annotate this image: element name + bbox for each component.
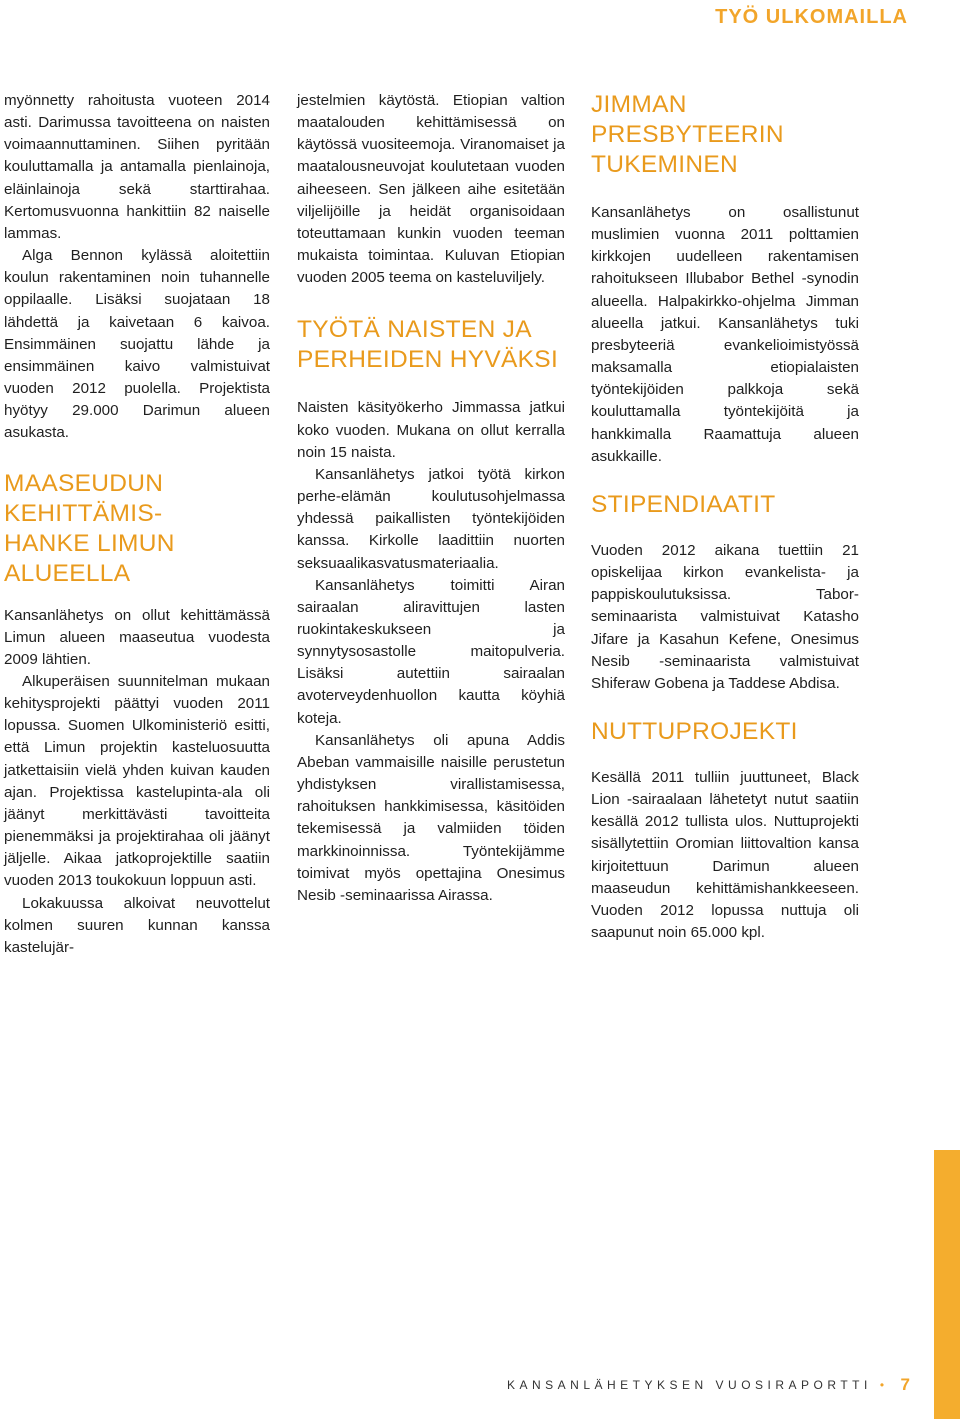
paragraph: Kesällä 2011 tulliin juuttuneet, Black Lion -sairaalaan lähetetyt nutut saatiin kesällä 2012 tullista ulos. Nuttuprojekti sisällytettiin Oromian liittovaltion kansa kirjoitettuun Darimun alueen maaseudun kehittämishankkeeseen. Vuoden 2012 lopussa nuttuja oli saapunut noin 65.000 kpl. (591, 768, 859, 942)
section-heading-nuttuprojekti: NUTTUPROJEKTI (591, 717, 798, 745)
heading-line: TYÖTÄ NAISTEN JA (297, 316, 532, 344)
column-2 (297, 90, 565, 907)
separator-dot: • (879, 1378, 889, 1392)
paragraph: myönnetty rahoitusta vuoteen 2014 asti. Darimussa tavoitteena on naisten voimaannuttaminen. Siihen pyritään kouluttamalla ja antamalla pienlainoja, eläinlainoja sekä starttirahaa. Kertomusvuonna hankittiin 82 naiselle lammas. (4, 92, 270, 242)
paragraph: Vuoden 2012 aikana tuettiin 21 opiskelijaa kirkon evankelista- ja pappiskoulutuksissa. Tabor-seminaarista valmistuivat Katasho Jifare ja Kasahun Kefene, Onesimus Nesib -seminaarista valmistuivat Shiferaw Gobena ja Taddese Abdisa. (591, 541, 859, 692)
accent-side-bar (934, 1150, 960, 1419)
publication-title: KANSANLÄHETYKSEN VUOSIRAPORTTI (506, 1378, 872, 1392)
paragraph: Kansanlähetys oli apuna Addis Abeban vammaisille naisille perustetun yhdistyksen virallistamisessa, rahoituksen hankkimisessa, käsitöiden tekemisessä ja valmiiden töiden markkinoinnissa. Työntekijämme toimivat myös opettajina Onesimus Nesib -seminaarissa Airassa. (297, 731, 565, 904)
column-3 (591, 90, 859, 944)
heading-line: PERHEIDEN HYVÄKSI (297, 346, 559, 374)
paragraph: Kansanlähetys jatkoi työtä kirkon perhe-elämän koulutusohjelmassa yhdessä paikallisten työntekijöiden kanssa. Kirkolle laadittiin nuorten seksuaalikasvatusmateriaalia. (297, 465, 565, 572)
paragraph: Kansanlähetys on osallistunut muslimien vuonna 2011 polttamien kirkkojen uudelleen rakentamisen rahoitukseen Illubabor Bethel -synodin alueella. Halpakirkko-ohjelma Jimman alueella jatkui. Kansanlähetys tuki presbyteeriä evankelioimistyössä maksamalla etiopialaisten työntekijöiden palkkoja sekä kouluttamalla työntekijöitä ja hankkimalla Raamattuja alueen asukkaille. (591, 204, 859, 465)
section-heading-stipendiaatit: STIPENDIAATIT (591, 490, 776, 518)
paragraph: Alkuperäisen suunnitelman mukaan kehitysprojekti päättyi vuoden 2011 lopussa. Suomen Ulkoministeriö esitti, että Limun projektin kasteluosuutta jatkettaisiin vielä yhden kuivan kauden ajan. Projektissa kastelupinta-ala oli jäänyt merkittävästi tavoitteita pienemmäksi ja projektirahaa oli jäänyt jäljelle. Aikaa jatkoprojektille saatiin vuoden 2013 toukokuun loppuun asti. (4, 672, 270, 890)
section-label: TYÖ ULKOMAILLA (715, 6, 908, 28)
column-1 (4, 90, 270, 959)
page-footer (507, 1375, 910, 1395)
heading-line: TUKEMINEN (591, 151, 738, 178)
section-heading-limu (4, 469, 270, 589)
heading-line: JIMMAN PRESBYTEERIN (591, 91, 784, 148)
section-heading-jimma (591, 90, 859, 180)
page-number: 7 (900, 1375, 910, 1394)
paragraph: Naisten käsityökerho Jimmassa jatkui koko vuoden. Mukana on ollut kerralla noin 15 naista. (297, 399, 565, 461)
paragraph: Kansanlähetys on ollut kehittämässä Limun alueen maaseutua vuodesta 2009 lähtien. (4, 606, 270, 668)
heading-line: HANKE LIMUN ALUEELLA (4, 529, 175, 587)
paragraph: Lokakuussa alkoivat neuvottelut kolmen suuren kunnan kanssa kastelujär- (4, 894, 270, 956)
section-heading-naiset (297, 315, 565, 375)
paragraph: Kansanlähetys toimitti Airan sairaalan aliravittujen lasten ruokintakeskukseen ja synnytysosastolle maitopulveria. Lisäksi autettiin sairaalan avoterveydenhuollon kautta köyhiä koteja. (297, 576, 565, 727)
heading-line: MAASEUDUN KEHITTÄMIS- (4, 469, 164, 527)
paragraph: jestelmien käytöstä. Etiopian valtion maatalouden kehittämisessä on käytössä vuositeemoja. Viranomaiset ja maatalousneuvojat koulutetaan vuoden aiheeseen. Sen jälkeen aihe esitetään viljelijöille ja heidät organisoidaan toteuttamaan kunkin vuoden teeman mukaista toimintaa. Kuluvan Etiopian vuoden 2005 teema on kasteluviljely. (297, 92, 565, 287)
paragraph: Alga Bennon kylässä aloitettiin koulun rakentaminen noin tuhannelle oppilaalle. Lisäksi suojataan 18 lähdettä ja kaivetaan 6 kaivoa. Ensimmäinen suojattu lähde ja ensimmäinen kaivo valmistuivat vuoden 2012 puolella. Projektista hyötyy 29.000 Darimun alueen asukasta. (4, 247, 270, 442)
